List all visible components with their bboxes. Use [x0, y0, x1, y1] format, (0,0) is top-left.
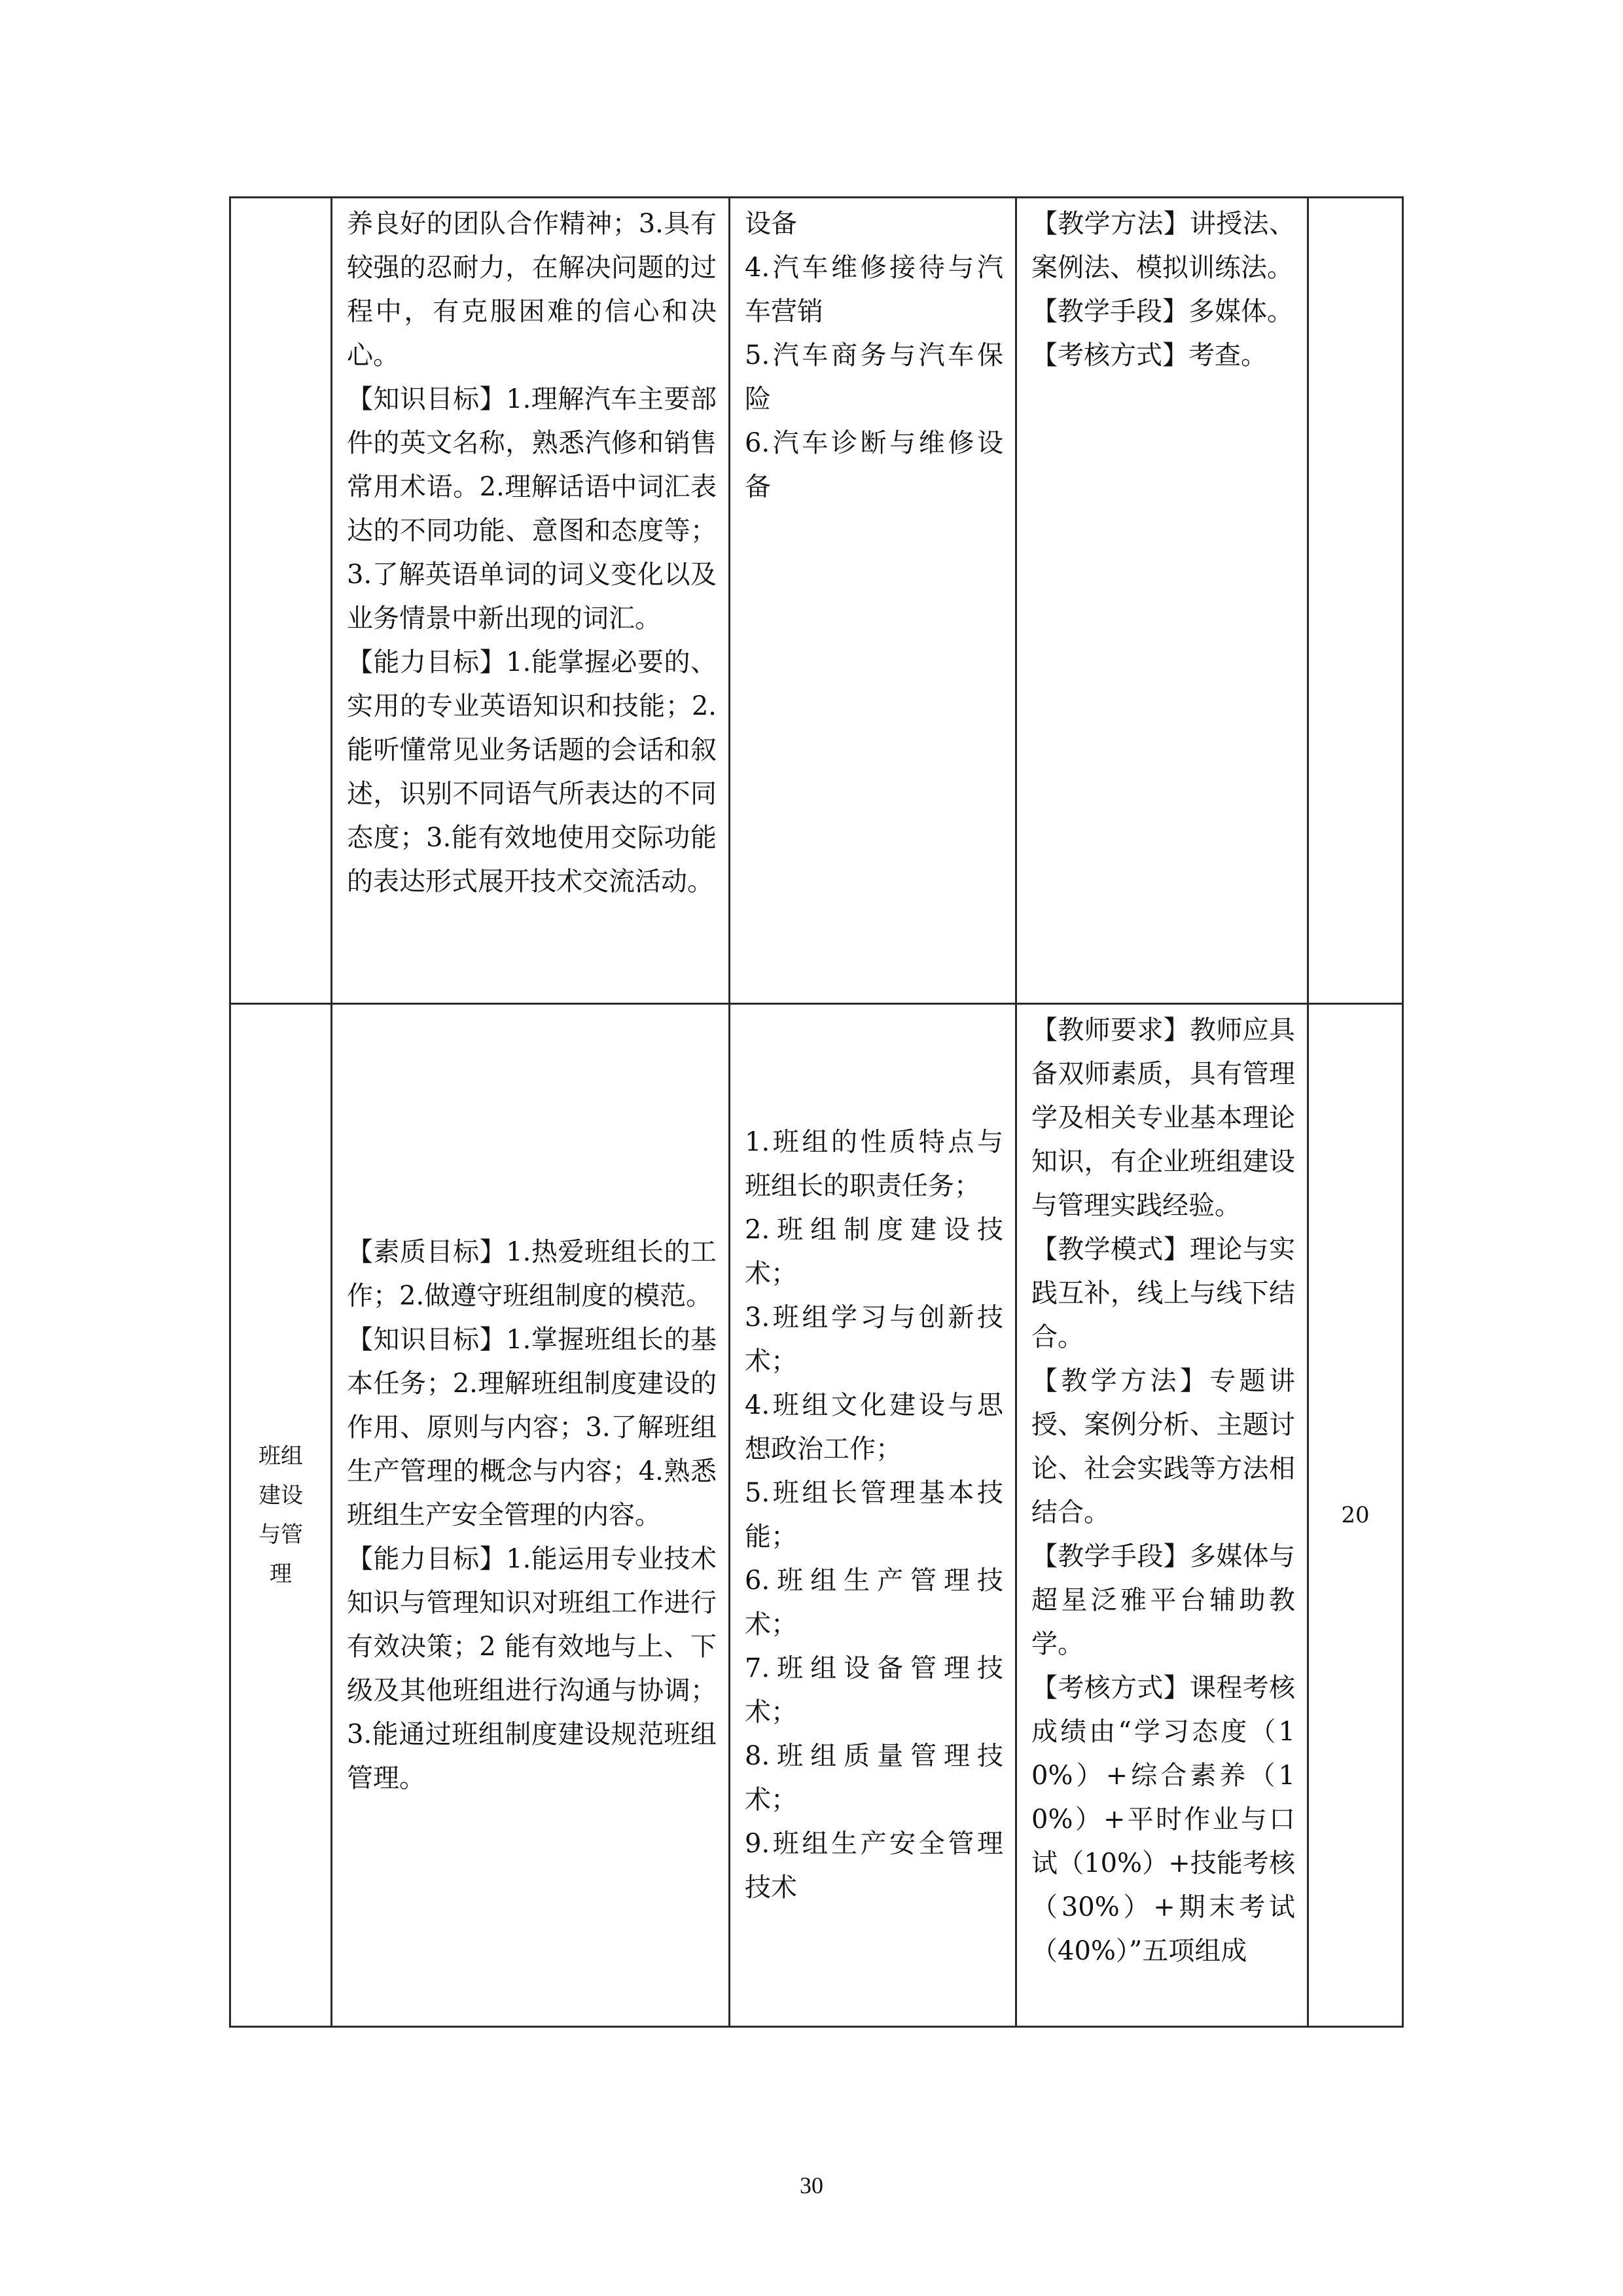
requirement-paragraph: 【教学手段】多媒体与超星泛雅平台辅助教学。 — [1031, 1541, 1295, 1659]
content-item: 5.汽车商务与汽车保险 — [745, 340, 1003, 414]
content-item: 4.汽车维修接待与汽车营销 — [745, 253, 1003, 327]
table-row — [230, 198, 1403, 1004]
requirements-cell — [1016, 198, 1308, 1004]
hours-cell — [1308, 198, 1403, 1004]
objective-paragraph: 【能力目标】1.能运用专业技术知识与管理知识对班组工作进行有效决策；2 能有效地与上、下级及其他班组进行沟通与协调；3.能通过班组制度建设规范班组管理。 — [347, 1543, 717, 1793]
content-item: 1.班组的性质特点与班组长的职责任务； — [745, 1127, 1003, 1201]
requirements-cell — [1016, 1004, 1308, 2027]
course-name-line: 建设 — [259, 1482, 303, 1509]
course-name-line: 与管 — [259, 1522, 303, 1548]
course-name-cell — [230, 1004, 332, 2027]
hours-cell — [1308, 1004, 1403, 2027]
objective-paragraph: 【能力目标】1.能掌握必要的、实用的专业英语知识和技能；2.能听懂常见业务话题的会话和叙述，识别不同语气所表达的不同态度；3.能有效地使用交际功能的表达形式展开技术交流活动。 — [347, 647, 717, 897]
objectives-cell — [332, 1004, 730, 2027]
hours-value: 20 — [1341, 1501, 1370, 1528]
content-item: 4.班组文化建设与思想政治工作； — [745, 1390, 1003, 1464]
course-name-cell — [230, 198, 332, 1004]
requirement-paragraph: 【教学方法】讲授法、案例法、模拟训练法。 — [1031, 209, 1295, 283]
content-item: 3.班组学习与创新技术； — [745, 1302, 1003, 1376]
objective-paragraph: 【知识目标】1.掌握班组长的基本任务；2.理解班组制度建设的作用、原则与内容；3.了解班组生产管理的概念与内容；4.熟悉班组生产安全管理的内容。 — [347, 1324, 717, 1530]
content-item: 6.汽车诊断与维修设备 — [745, 428, 1003, 502]
course-table — [229, 196, 1404, 2028]
objective-paragraph: 养良好的团队合作精神；3.具有较强的忍耐力，在解决问题的过程中，有克服困难的信心和决心。 — [347, 209, 717, 370]
content-item: 设备 — [745, 209, 797, 239]
requirement-paragraph: 【教学方法】专题讲授、案例分析、主题讨论、社会实践等方法相结合。 — [1031, 1366, 1295, 1528]
content-item: 2.班组制度建设技术； — [745, 1215, 1003, 1289]
page-number: 30 — [800, 2172, 823, 2198]
contents-cell — [730, 1004, 1016, 2027]
requirement-paragraph: 【教学模式】理论与实践互补，线上与线下结合。 — [1031, 1234, 1295, 1352]
course-name-line: 班组 — [259, 1443, 303, 1469]
requirement-paragraph: 【教学手段】多媒体。 — [1031, 296, 1293, 327]
content-item: 9.班组生产安全管理技术 — [745, 1829, 1003, 1903]
requirement-paragraph: 【考核方式】考查。 — [1031, 340, 1267, 370]
objective-paragraph: 【知识目标】1.理解汽车主要部件的英文名称，熟悉汽修和销售常用术语。2.理解话语中词汇表达的不同功能、意图和态度等；3.了解英语单词的词义变化以及业务情景中新出现的词汇。 — [347, 384, 717, 634]
course-name-line: 理 — [270, 1561, 292, 1587]
content-item: 5.班组长管理基本技能； — [745, 1478, 1003, 1552]
table-row — [230, 1004, 1403, 2027]
objectives-cell — [332, 198, 730, 1004]
objective-paragraph: 【素质目标】1.热爱班组长的工作；2.做遵守班组制度的模范。 — [347, 1236, 717, 1311]
requirement-paragraph: 【教师要求】教师应具备双师素质，具有管理学及相关专业基本理论知识，有企业班组建设与管理实践经验。 — [1031, 1015, 1295, 1221]
contents-cell — [730, 198, 1016, 1004]
requirement-paragraph: 【考核方式】课程考核成绩由“学习态度（10%）+综合素养（10%）+平时作业与口试（10%）+技能考核（30%）+期末考试（40%）”五项组成 — [1031, 1673, 1295, 1966]
content-item: 8.班组质量管理技术； — [745, 1741, 1003, 1815]
content-item: 6.班组生产管理技术； — [745, 1566, 1003, 1640]
content-item: 7.班组设备管理技术； — [745, 1653, 1003, 1727]
